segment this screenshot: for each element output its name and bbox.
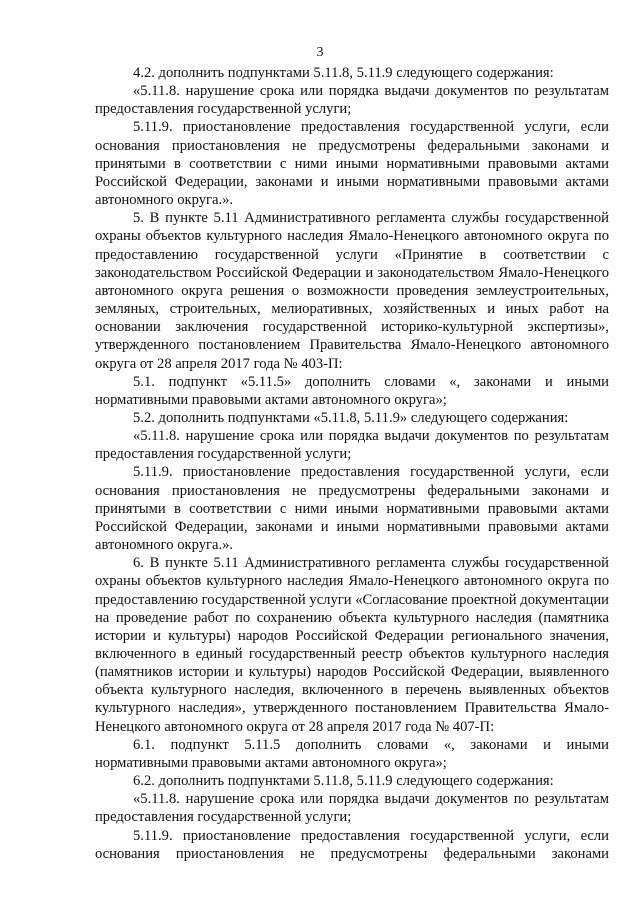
- document-body: [95, 64, 609, 863]
- paragraph-5-2-item-5-11-8: «5.11.8. нарушение срока или порядка выдачи документов по результатам предоставления государственной услуги;: [95, 428, 609, 463]
- paragraph-5-1: 5.1. подпункт «5.11.5» дополнить словами «, законами и иными нормативными правовыми актами автономного округа»;: [95, 373, 609, 408]
- paragraph-6-1: 6.1. подпункт 5.11.5 дополнить словами «, законами и иными нормативными правовыми актами автономного округа»;: [95, 736, 609, 771]
- page-number: 3: [316, 45, 324, 60]
- paragraph-5-2: 5.2. дополнить подпунктами «5.11.8, 5.11.9» следующего содержания:: [133, 409, 569, 426]
- paragraph-6: 6. В пункте 5.11 Административного регламента службы государственной охраны объектов культурного наследия Ямало-Ненецкого автономного округа по предоставлению государственной услуги «Согласование проектной документации на проведение работ по сохранению объекта культурного наследия (памятника истории и культуры) народов Российской Федерации регионального значения, включенного в единый государственный реестр объектов культурного наследия (памятников истории и культуры) народов Российской Федерации, выявленного объекта культурного наследия, включенного в перечень выявленных объектов культурного наследия», утвержденного постановлением Правительства Ямало-Ненецкого автономного округа от 28 апреля 2017 года № 407-П:: [95, 555, 609, 735]
- paragraph-4-2: 4.2. дополнить подпунктами 5.11.8, 5.11.9 следующего содержания:: [133, 65, 554, 81]
- paragraph-5-2-item-5-11-9: 5.11.9. приостановление предоставления государственной услуги, если основания приостановления не предусмотрены федеральными законами и принятыми в соответствии с ними иными нормативными правовыми актами Российской Федерации, законами и иными нормативными правовыми актами автономного округа.».: [95, 464, 609, 554]
- paragraph-4-2-item-5-11-8: «5.11.8. нарушение срока или порядка выдачи документов по результатам предоставления государственной услуги;: [95, 83, 609, 118]
- paragraph-5: 5. В пункте 5.11 Административного регламента службы государственной охраны объектов культурного наследия Ямало-Ненецкого автономного округа по предоставлению государственной услуги «Принятие в соответствии с законодательством Российской Федерации и законодательством Ямало-Ненецкого автономного округа решения о возможности проведения землеустроительных, земляных, строительных, мелиоративных, хозяйственных и иных работ на основании заключения государственной историко-культурной экспертизы», утвержденного постановлением Правительства Ямало-Ненецкого автономного округа от 28 апреля 2017 года № 403-П:: [95, 210, 609, 372]
- paragraph-6-2-item-5-11-9: 5.11.9. приостановление предоставления государственной услуги, если основания приостановления не предусмотрены федеральными законами: [95, 827, 609, 862]
- paragraph-6-2-item-5-11-8: «5.11.8. нарушение срока или порядка выдачи документов по результатам предоставления государственной услуги;: [95, 791, 609, 826]
- paragraph-4-2-item-5-11-9: 5.11.9. приостановление предоставления государственной услуги, если основания приостановления не предусмотрены федеральными законами и принятыми в соответствии с ними иными нормативными правовыми актами Российской Федерации, законами и иными нормативными правовыми актами автономного округа.».: [95, 119, 609, 209]
- paragraph-6-2: 6.2. дополнить подпунктами 5.11.8, 5.11.9 следующего содержания:: [133, 773, 554, 790]
